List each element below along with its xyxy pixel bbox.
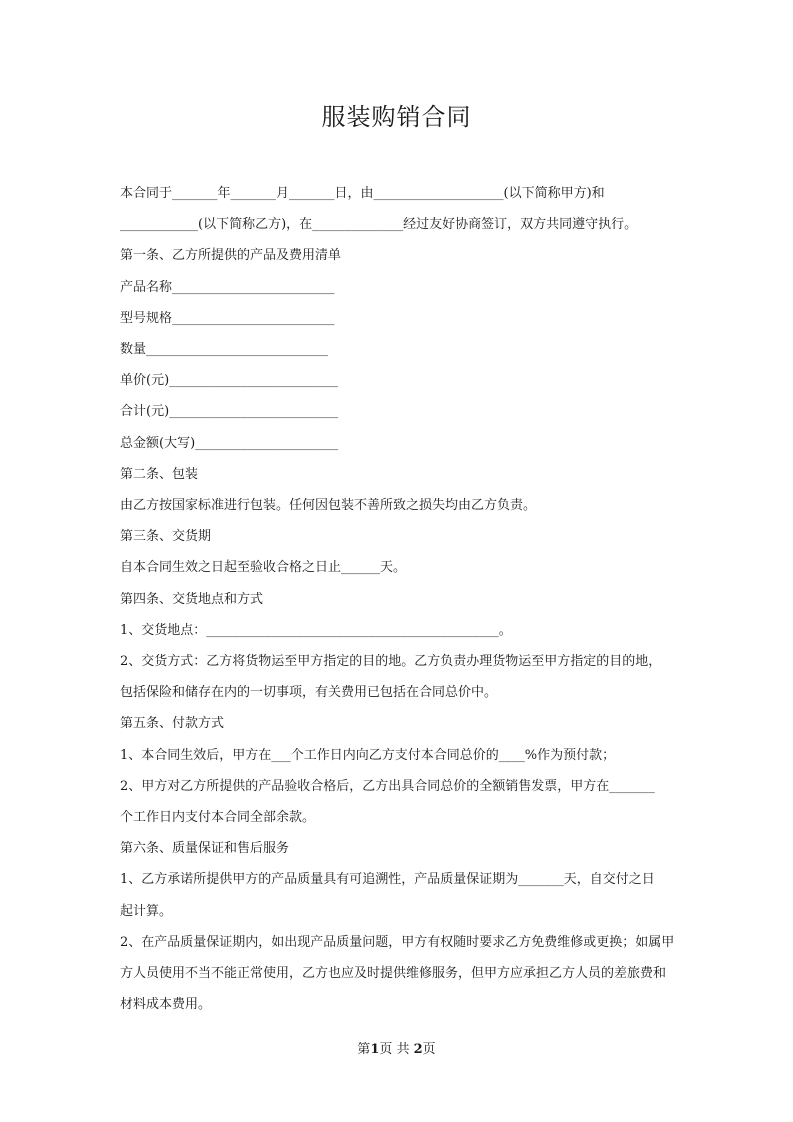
page-footer [0, 1040, 793, 1060]
body-line: 由乙方按国家标准进行包装。任何因包装不善所致之损失均由乙方负责。 [120, 498, 537, 514]
body-line: ____________(以下简称乙方)，在______________经过友好协商签订，双方共同遵守执行。 [120, 217, 638, 233]
body-line: 起计算。 [120, 903, 173, 919]
field-product-name: 产品名称_________________________ [120, 279, 335, 295]
section-heading-5: 第五条、付款方式 [120, 716, 225, 732]
section-heading-4: 第四条、交货地点和方式 [120, 591, 264, 607]
page-number-current: 1 [370, 1042, 380, 1057]
document-title: 服装购销合同 [321, 103, 472, 131]
field-total-amount: 总金额(大写)______________________ [120, 435, 339, 451]
section-heading-3: 第三条、交货期 [120, 529, 212, 545]
body-line: 2、甲方对乙方所提供的产品验收合格后，乙方出具合同总价的全额销售发票，甲方在_______ [120, 778, 655, 794]
body-line: 包括保险和储存在内的一切事项，有关费用已包括在合同总价中。 [120, 685, 498, 701]
body-line: 自本合同生效之日起至验收合格之日止______天。 [120, 560, 407, 576]
body-line: 1、乙方承诺所提供甲方的产品质量具有可追溯性，产品质量保证期为_______天，自交付之日 [120, 872, 655, 888]
footer-suffix: 页 [422, 1042, 436, 1057]
body-line: 方人员使用不当不能正常使用，乙方也应及时提供维修服务，但甲方应承担乙方人员的差旅费和 [120, 966, 667, 982]
footer-middle: 页 共 [379, 1042, 414, 1057]
section-heading-6: 第六条、质量保证和售后服务 [120, 841, 290, 857]
field-unit-price: 单价(元)__________________________ [120, 373, 339, 389]
field-subtotal: 合计(元)__________________________ [120, 404, 339, 420]
section-heading-1: 第一条、乙方所提供的产品及费用清单 [120, 248, 342, 264]
footer-prefix: 第 [357, 1042, 371, 1057]
body-line: 2、在产品质量保证期内，如出现产品质量问题，甲方有权随时要求乙方免费维修或更换；如属甲 [120, 934, 675, 950]
body-line: 1、交货地点：_____________________________________________。 [120, 622, 512, 638]
body-line: 1、本合同生效后，甲方在___个工作日内向乙方支付本合同总价的____%作为预付款； [120, 747, 616, 763]
field-model-spec: 型号规格_________________________ [120, 310, 335, 326]
section-heading-2: 第二条、包装 [120, 466, 199, 482]
body-line: 材料成本费用。 [120, 997, 212, 1013]
body-line: 本合同于_______年_______月_______日，由____________________(以下简称甲方)和 [120, 186, 605, 201]
body-line: 个工作日内支付本合同全部余款。 [120, 810, 316, 826]
page-number-total: 2 [413, 1042, 423, 1057]
contract-body [120, 178, 676, 1020]
body-line: 2、交货方式：乙方将货物运至甲方指定的目的地。乙方负责办理货物运至甲方指定的目的地， [120, 654, 662, 670]
field-quantity: 数量____________________________ [120, 342, 329, 358]
